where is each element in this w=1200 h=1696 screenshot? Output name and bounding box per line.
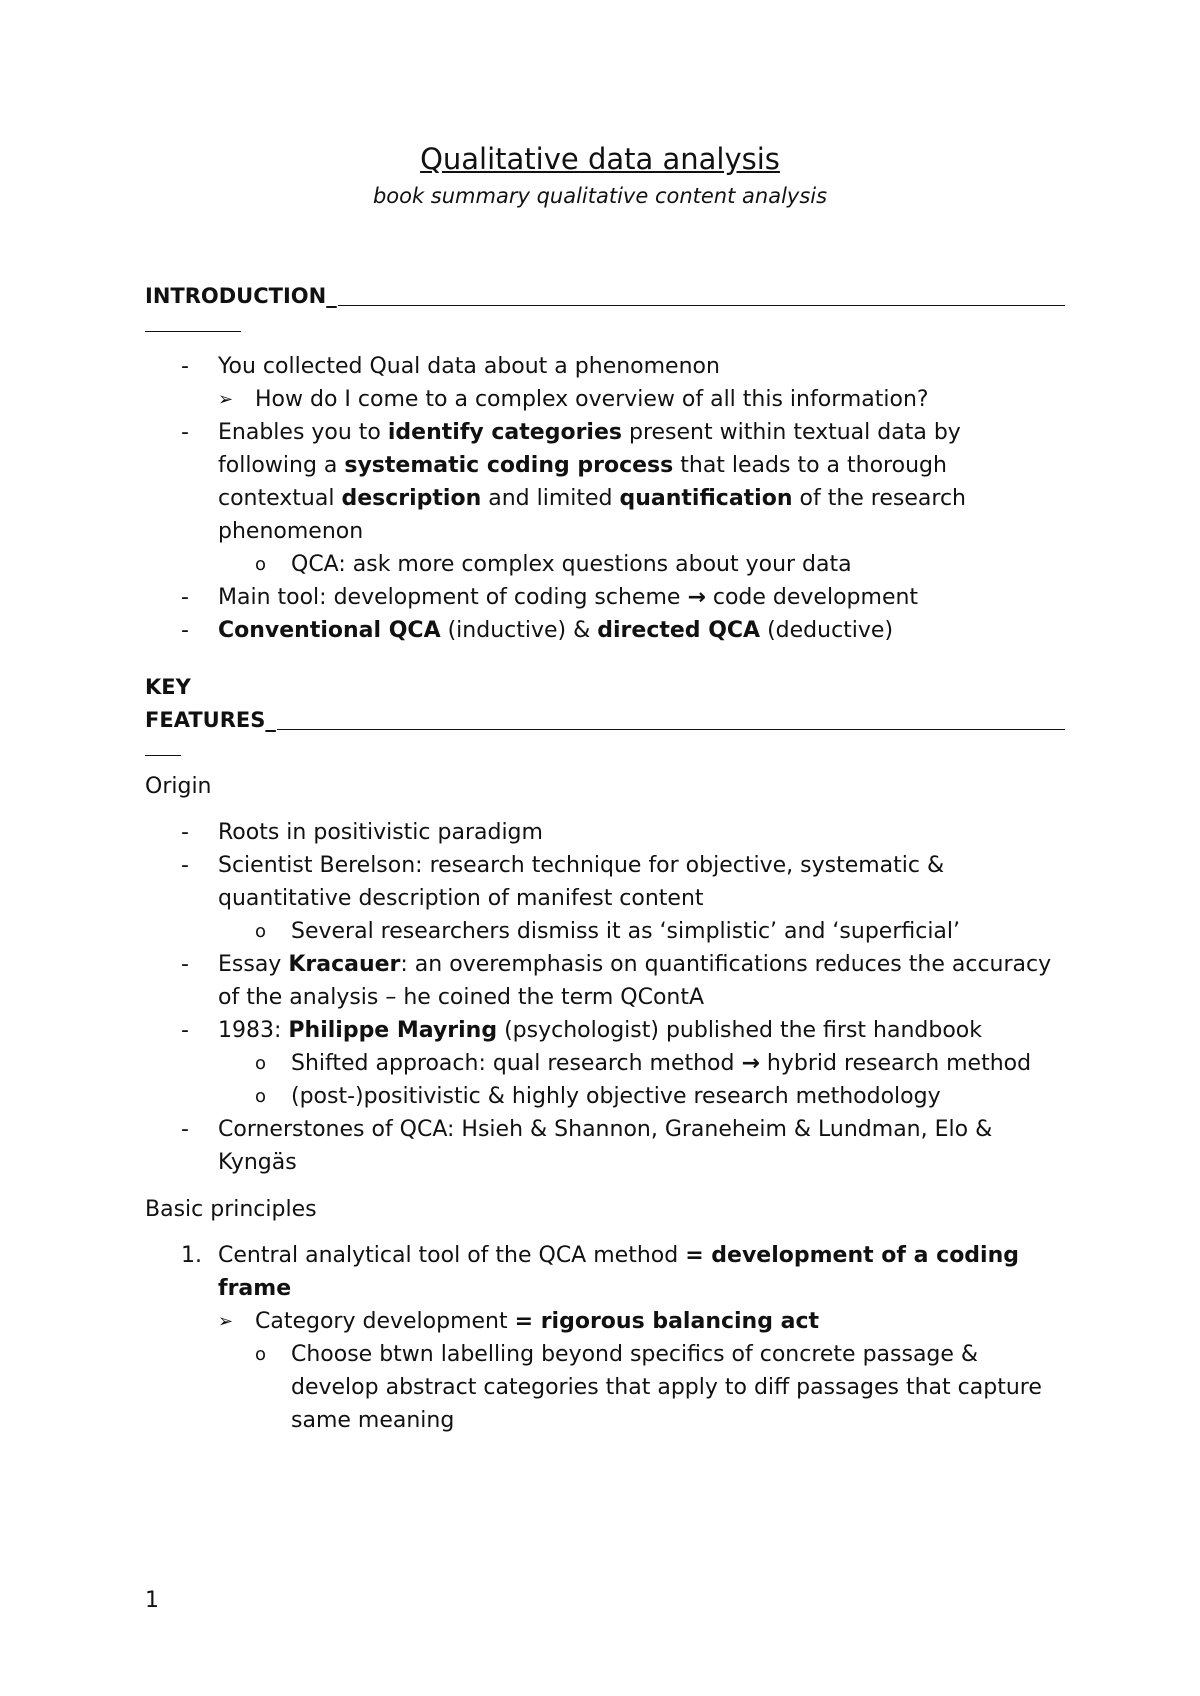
text-run: code development	[705, 585, 919, 610]
text-run: (deductive)	[760, 618, 894, 643]
dash-bullet: -	[181, 952, 189, 977]
list-item	[145, 948, 1065, 1014]
bold-text: = development of a coding frame	[218, 1243, 1020, 1301]
list-item	[145, 816, 1065, 849]
list-item-text: You collected Qual data about a phenomenon	[218, 354, 720, 379]
text-run: Shifted approach: qual research method	[291, 1051, 742, 1076]
list-item-text: Several researchers dismiss it as ‘simplistic’ and ‘superficial’	[291, 919, 961, 944]
dash-bullet: -	[181, 1018, 189, 1043]
dash-bullet: -	[181, 420, 189, 445]
subheading-basic-principles: Basic principles	[145, 1197, 317, 1222]
list-item	[145, 849, 1065, 915]
dash-bullet: -	[181, 820, 189, 845]
dash-bullet: -	[181, 354, 189, 379]
bold-text: Conventional QCA	[218, 618, 441, 643]
list-item	[145, 1080, 1065, 1113]
heading-rule	[277, 729, 1065, 730]
section-heading-text: INTRODUCTION_	[145, 284, 337, 308]
list-number: 1.	[181, 1243, 202, 1268]
bold-text: Philippe Mayring	[288, 1018, 498, 1043]
text-run: 1983:	[218, 1018, 289, 1043]
document-body	[145, 280, 1065, 1437]
list-item	[145, 1305, 1065, 1338]
bold-text: systematic coding process	[344, 453, 674, 478]
section-heading-features	[145, 704, 1065, 737]
dash-bullet: -	[181, 853, 189, 878]
circle-bullet: o	[255, 921, 267, 942]
circle-bullet: o	[255, 1344, 267, 1365]
text-run: hybrid research method	[759, 1051, 1032, 1076]
text-run: Enables you to	[218, 420, 388, 445]
list-item	[145, 915, 1065, 948]
bold-text: identify categories	[387, 420, 622, 445]
list-item-text: Roots in positivistic paradigm	[218, 820, 543, 845]
dash-bullet: -	[181, 618, 189, 643]
bold-text: directed QCA	[597, 618, 761, 643]
page-title: Qualitative data analysis	[420, 142, 780, 176]
list-item-text: QCA: ask more complex questions about your data	[291, 552, 852, 577]
bold-text: description	[341, 486, 482, 511]
list-item-text: Cornerstones of QCA: Hsieh & Shannon, Graneheim & Lundman, Elo & Kyngäs	[218, 1117, 993, 1175]
text-run: Essay	[218, 952, 289, 977]
arrow-bullet-icon: ➢	[218, 389, 234, 410]
bold-text: quantification	[619, 486, 793, 511]
circle-bullet: o	[255, 1053, 267, 1074]
text-run: present within textual data by following a	[218, 420, 961, 478]
section-heading-key: KEY	[145, 675, 191, 699]
heading-rule	[338, 305, 1065, 306]
text-run: and limited	[481, 486, 620, 511]
text-run: Category development	[255, 1309, 515, 1334]
introduction-list	[145, 350, 1065, 647]
list-item	[145, 350, 1065, 383]
list-item	[145, 1338, 1065, 1437]
text-run: that leads to a thorough contextual	[218, 453, 947, 511]
list-item	[145, 1113, 1065, 1179]
list-item	[145, 581, 1065, 614]
list-item	[145, 548, 1065, 581]
page-subtitle: book summary qualitative content analysis	[372, 184, 828, 208]
arrow-icon: →	[741, 1051, 760, 1076]
text-run: of the research phenomenon	[218, 486, 966, 544]
bold-text: = rigorous balancing act	[514, 1309, 820, 1334]
text-run: Central analytical tool of the QCA method	[218, 1243, 686, 1268]
dash-bullet: -	[181, 585, 189, 610]
list-item-text: Choose btwn labelling beyond specifics of concrete passage & develop abstract categories that apply to diff passages that capture same meaning	[291, 1342, 1042, 1433]
list-item-text: Scientist Berelson: research technique for objective, systematic & quantitative description of manifest content	[218, 853, 945, 911]
heading-rule-tail	[145, 755, 181, 756]
principles-list	[145, 1239, 1065, 1437]
bold-text: Kracauer	[288, 952, 401, 977]
text-run: Main tool: development of coding scheme	[218, 585, 688, 610]
origin-list	[145, 816, 1065, 1179]
list-item-text: (post-)positivistic & highly objective research methodology	[291, 1084, 941, 1109]
section-heading-introduction	[145, 280, 1065, 313]
list-item	[145, 416, 1065, 548]
arrow-bullet-icon: ➢	[218, 1311, 234, 1332]
dash-bullet: -	[181, 1117, 189, 1142]
subheading-origin: Origin	[145, 774, 212, 799]
circle-bullet: o	[255, 554, 267, 575]
page-number: 1	[145, 1588, 159, 1613]
heading-rule-tail	[145, 331, 241, 332]
list-item	[145, 614, 1065, 647]
list-item	[145, 1014, 1065, 1047]
arrow-icon: →	[687, 585, 706, 610]
text-run: (psychologist) published the first handbook	[497, 1018, 982, 1043]
list-item-text: How do I come to a complex overview of all this information?	[255, 387, 929, 412]
text-run: : an overemphasis on quantifications reduces the accuracy of the analysis – he coined the term QContA	[218, 952, 1052, 1010]
section-heading-text: FEATURES_	[145, 708, 276, 732]
circle-bullet: o	[255, 1086, 267, 1107]
list-item	[145, 383, 1065, 416]
list-item	[145, 1047, 1065, 1080]
text-run: (inductive) &	[440, 618, 598, 643]
list-item	[145, 1239, 1065, 1305]
